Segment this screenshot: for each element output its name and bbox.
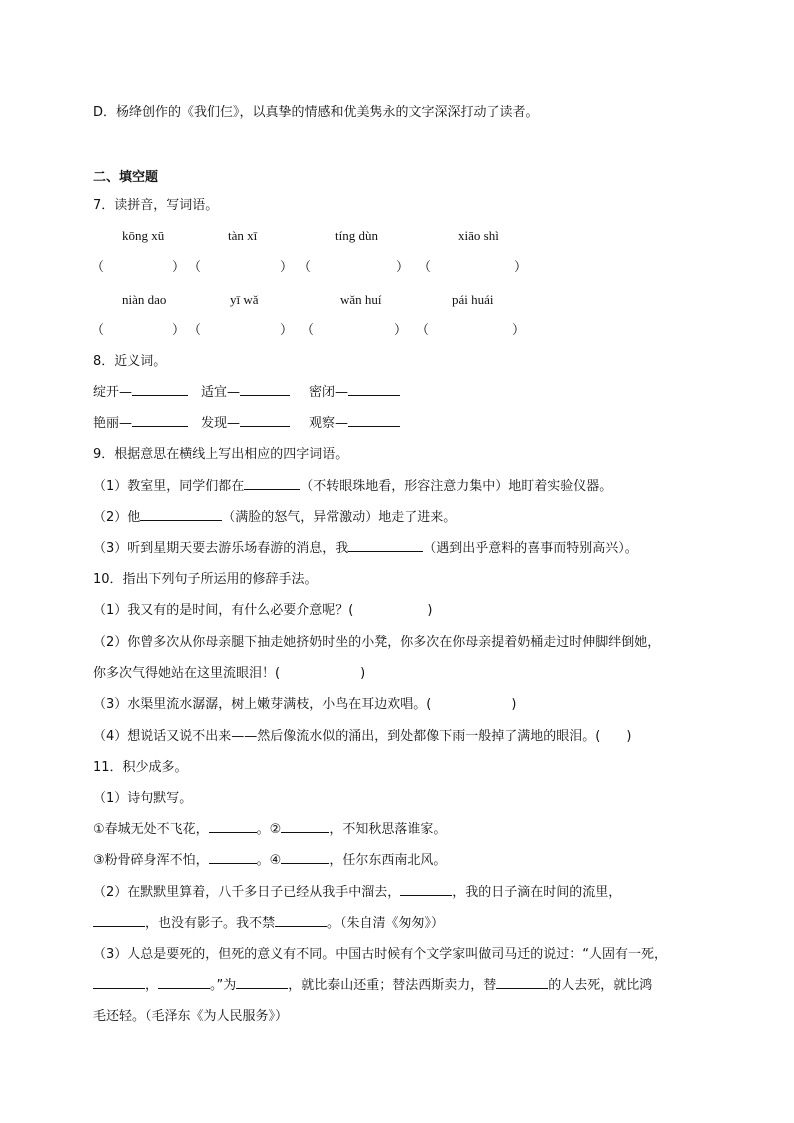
q10-item-3 — [93, 695, 516, 715]
q9-item-2-text-a: （2）他 — [93, 510, 141, 525]
q10-item-2-line-1: （2）你曾多次从你母亲腿下抽走她挤奶时坐的小凳，你多次在你母亲提着奶桶走过时伸脚绊倒她， — [93, 635, 661, 650]
q7-pinyin-7: wǎn huí — [340, 292, 382, 307]
q7-pinyin-3: tíng dùn — [335, 228, 378, 243]
q9-blank-1[interactable] — [244, 477, 300, 490]
q11-blank-1[interactable] — [209, 820, 257, 833]
q8-blank-4[interactable] — [132, 414, 188, 427]
q9-item-3 — [93, 539, 638, 559]
q11-l2-b: 。④ — [256, 853, 282, 868]
q8-word-4: 艳丽— — [93, 416, 133, 431]
q10-item-3-close: ) — [511, 697, 517, 712]
q11-blank-11[interactable] — [496, 976, 548, 989]
q11-p3-e: 的人去死，就比鸿 — [548, 978, 653, 993]
q11-l1-c: ，不知秋思落谁家。 — [329, 822, 447, 837]
q11-part-3-line-1: （3）人总是要死的，但死的意义有不同。中国古时候有个文学家叫做司马迁的说过：“人固有一死， — [93, 947, 668, 962]
q11-poem-line-1 — [93, 820, 446, 840]
q11-blank-4[interactable] — [281, 851, 329, 864]
q7-box-8-open: （ — [416, 323, 430, 338]
q11-part-2-line-1 — [93, 883, 621, 903]
q7-box-2-open: （ — [188, 260, 202, 275]
q11-part-2-line-2 — [93, 914, 444, 934]
q11-blank-7[interactable] — [275, 914, 327, 927]
q11-l2-c: ，任尔东西南北风。 — [329, 853, 447, 868]
q9-blank-3[interactable] — [348, 539, 423, 552]
q9-item-1-text-a: （1）教室里，同学们都在 — [93, 479, 245, 494]
q7-box-3-close: ） — [396, 260, 410, 275]
q8-word-2: 适宜— — [201, 385, 241, 400]
q11-p3-b: ， — [145, 978, 159, 993]
section-title: 二、填空题 — [93, 170, 159, 185]
q9-item-1-text-b: （不转眼珠地看，形容注意力集中）地盯着实验仪器。 — [300, 479, 613, 494]
q10-item-4-close: ) — [626, 729, 632, 744]
q9-item-3-text-b: （遇到出乎意料的喜事而特别高兴）。 — [423, 541, 638, 556]
q8-blank-2[interactable] — [240, 383, 290, 396]
q11-l1-b: 。② — [256, 822, 282, 837]
q9-item-1 — [93, 477, 612, 497]
q10-item-2-text: 你多次气得她站在这里流眼泪！( — [93, 666, 281, 681]
q11-blank-9[interactable] — [158, 976, 210, 989]
q8-item-1 — [93, 383, 188, 403]
q8-item-3 — [309, 383, 400, 403]
q11-p3-d: ，就比泰山还重；替法西斯卖力，替 — [288, 978, 497, 993]
q7-box-1-open: （ — [91, 260, 105, 275]
q8-prompt: 8．近义词。 — [93, 354, 167, 369]
q11-blank-6[interactable] — [93, 914, 145, 927]
q7-box-7-open: （ — [301, 323, 315, 338]
q11-blank-5[interactable] — [400, 883, 452, 896]
q9-item-3-text-a: （3）听到星期天要去游乐场春游的消息，我 — [93, 541, 349, 556]
q8-blank-3[interactable] — [348, 383, 400, 396]
q11-p2-d: 。（朱自清《匆匆》） — [327, 916, 445, 931]
q11-blank-10[interactable] — [236, 976, 288, 989]
q7-box-1-close: ） — [172, 260, 186, 275]
option-d: D．杨绛创作的《我们仨》，以真挚的情感和优美隽永的文字深深打动了读者。 — [93, 105, 539, 120]
q7-pinyin-6: yī wǎ — [230, 292, 259, 307]
q7-box-7-close: ） — [394, 323, 408, 338]
q10-item-4-text: （4）想说话又说不出来——然后像流水似的涌出，到处都像下雨一般掉了满地的眼泪。( — [93, 729, 601, 744]
q11-prompt: 11．积少成多。 — [93, 760, 188, 775]
q11-blank-2[interactable] — [281, 820, 329, 833]
q8-word-1: 绽开— — [93, 385, 133, 400]
q7-pinyin-4: xiāo shì — [458, 228, 499, 243]
q10-item-3-text: （3）水渠里流水潺潺，树上嫩芽满枝，小鸟在耳边欢唱。( — [93, 697, 432, 712]
q8-blank-6[interactable] — [348, 414, 400, 427]
q7-box-3-open: （ — [298, 260, 312, 275]
q9-blank-2[interactable] — [140, 508, 222, 521]
q8-blank-5[interactable] — [240, 414, 290, 427]
q7-box-6-open: （ — [188, 323, 202, 338]
q11-p3-c: 。”为 — [210, 978, 237, 993]
q7-pinyin-5: niàn dao — [122, 292, 167, 307]
q7-box-6-close: ） — [280, 323, 294, 338]
q7-box-5-open: （ — [91, 323, 105, 338]
q8-word-3: 密闭— — [309, 385, 349, 400]
q8-item-5 — [201, 414, 290, 434]
q9-prompt: 9．根据意思在横线上写出相应的四字词语。 — [93, 447, 349, 462]
q7-box-4-close: ） — [514, 260, 528, 275]
q8-blank-1[interactable] — [132, 383, 188, 396]
q11-p2-c: ，也没有影子。我不禁 — [145, 916, 276, 931]
q11-part-3-line-2 — [93, 976, 652, 996]
q7-box-4-open: （ — [418, 260, 432, 275]
q7-box-2-close: ） — [280, 260, 294, 275]
q10-item-1-text: （1）我又有的是时间，有什么必要介意呢？( — [93, 603, 354, 618]
q11-l1-a: ①春城无处不飞花， — [93, 822, 209, 837]
q7-pinyin-2: tàn xī — [228, 228, 258, 243]
q11-p2-b: ，我的日子滴在时间的流里， — [452, 885, 622, 900]
q7-box-8-close: ） — [512, 323, 526, 338]
q11-poem-line-2 — [93, 851, 446, 871]
q8-item-6 — [309, 414, 400, 434]
q8-item-4 — [93, 414, 188, 434]
q7-prompt: 7．读拼音，写词语。 — [93, 198, 219, 213]
q10-item-1-close: ) — [427, 603, 433, 618]
q11-part-1: （1）诗句默写。 — [93, 791, 193, 806]
q9-item-2 — [93, 508, 456, 528]
q8-word-5: 发现— — [201, 416, 241, 431]
q7-pinyin-8: pái huái — [452, 292, 494, 307]
q10-item-2-close: ) — [360, 666, 366, 681]
q10-item-1 — [93, 601, 432, 621]
q10-item-4 — [93, 727, 631, 747]
q9-item-2-text-b: （满脸的怒气，异常激动）地走了进来。 — [222, 510, 457, 525]
q7-pinyin-1: kōng xū — [122, 228, 165, 243]
q11-p2-a: （2）在默默里算着，八千多日子已经从我手中溜去， — [93, 885, 401, 900]
q10-prompt: 10．指出下列句子所运用的修辞手法。 — [93, 572, 318, 587]
q7-box-5-close: ） — [172, 323, 186, 338]
q11-blank-3[interactable] — [209, 851, 257, 864]
q8-word-6: 观察— — [309, 416, 349, 431]
q8-item-2 — [201, 383, 290, 403]
q11-l2-a: ③粉骨碎身浑不怕， — [93, 853, 209, 868]
q11-blank-8[interactable] — [93, 976, 145, 989]
q10-item-2-line-2 — [93, 664, 365, 684]
q11-part-3-line-3: 毛还轻。（毛泽东《为人民服务》） — [93, 1009, 289, 1024]
